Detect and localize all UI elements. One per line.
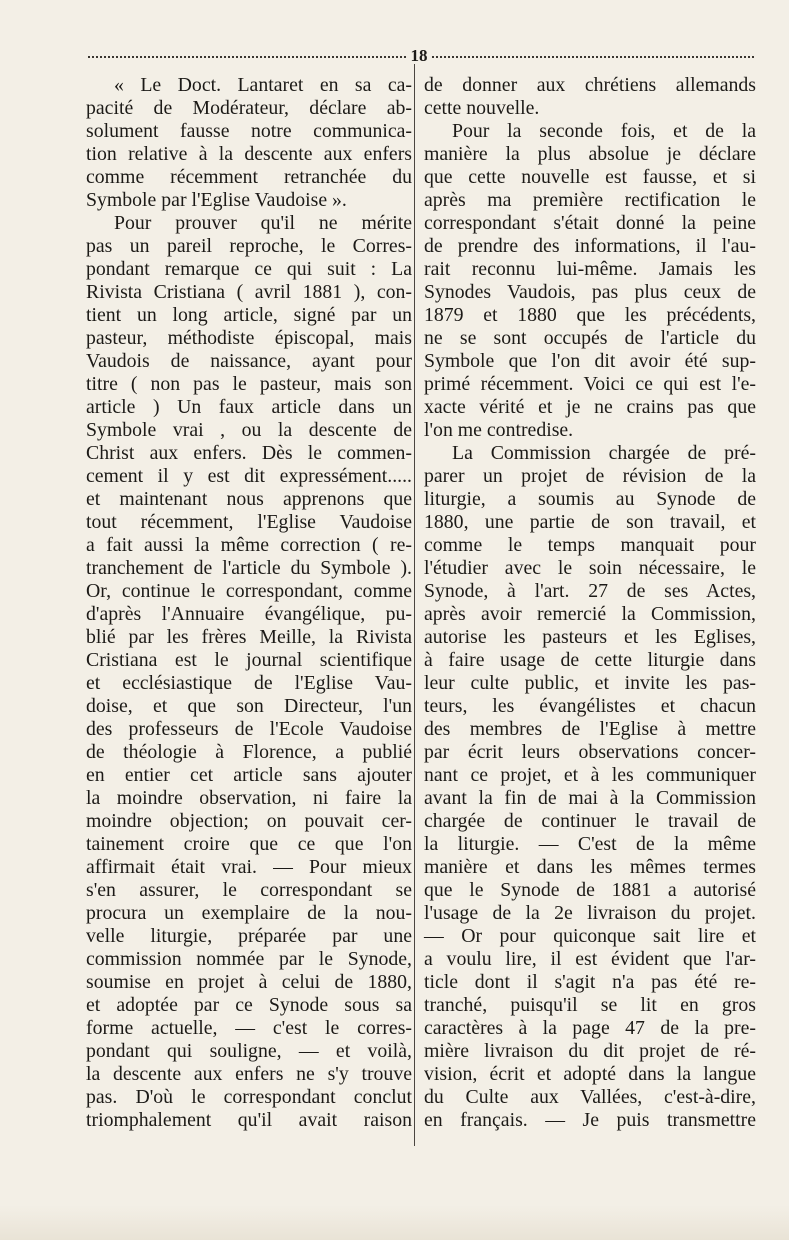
text-line: rait reconnu lui-même. Jamais les [424, 258, 756, 280]
text-line: Pour prouver qu'il ne mérite [114, 212, 412, 234]
text-line: Or, continue le correspondant, comme [86, 580, 412, 602]
text-line: blié par les frères Meille, la Rivista [86, 626, 412, 648]
text-line: autorise les pasteurs et les Eglises, [424, 626, 756, 648]
text-line: tient un long article, signé par un [86, 304, 412, 326]
right-column [424, 74, 756, 1132]
text-line: moindre objection; on pouvait cer- [86, 810, 412, 832]
text-line: et adoptée par ce Synode sous sa [86, 994, 412, 1016]
text-line: article ) Un faux article dans un [86, 396, 412, 418]
text-line: comme récemment retranchée du [86, 166, 412, 188]
text-line: la descente aux enfers ne s'y trouve [86, 1063, 412, 1085]
text-line: cette nouvelle. [424, 97, 540, 119]
text-line: forme actuelle, — c'est le corres- [86, 1017, 412, 1039]
text-line: l'on me contredise. [424, 419, 574, 441]
text-line: leur culte public, et invite les pas- [424, 672, 756, 694]
text-line: nant ce projet, et à les communiquer [424, 764, 756, 786]
text-line: pas. D'où le correspondant conclut [86, 1086, 412, 1108]
text-line: manière la plus absolue je déclare [424, 143, 756, 165]
text-line: solument fausse notre communica- [86, 120, 412, 142]
text-line: Synodes Vaudois, pas plus ceux de [424, 281, 756, 303]
text-line: que cette nouvelle est fausse, et si [424, 166, 756, 188]
text-line: l'usage de la 2e livraison du projet. [424, 902, 756, 924]
text-line: manière et dans les mêmes termes [424, 856, 756, 878]
left-column [86, 74, 412, 1132]
text-line: velle liturgie, préparée par une [86, 925, 412, 947]
text-line: Rivista Cristiana ( avril 1881 ), con- [86, 281, 412, 303]
column-divider [414, 64, 415, 1146]
text-line: Pour la seconde fois, et de la [452, 120, 756, 142]
text-line: primé récemment. Voici ce qui est l'e- [424, 373, 756, 395]
text-line: Cristiana est le journal scientifique [86, 649, 412, 671]
text-line: doise, et que son Directeur, l'un [86, 695, 412, 717]
text-line: xacte vérité et je ne crains pas que [424, 396, 756, 418]
text-line: pondant qui souligne, — et voilà, [86, 1040, 412, 1062]
text-line: tout récemment, l'Eglise Vaudoise [86, 511, 412, 533]
text-line: chargée de continuer le travail de [424, 810, 756, 832]
text-line: Symbole vrai , ou la descente de [86, 419, 412, 441]
text-line: pas un pareil reproche, le Corres- [86, 235, 412, 257]
text-line: des professeurs de l'Ecole Vaudoise [86, 718, 412, 740]
text-line: Synode, à l'art. 27 de ses Actes, [424, 580, 756, 602]
text-line: après ma première rectification le [424, 189, 756, 211]
text-line: et maintenant nous apprenons que [86, 488, 412, 510]
text-line: procura un exemplaire de la nou- [86, 902, 412, 924]
text-line: après avoir remercié la Commission, [424, 603, 756, 625]
text-line: avant la fin de mai à la Commission [424, 787, 756, 809]
text-line: pondant remarque ce qui suit : La [86, 258, 412, 280]
text-line: la moindre observation, ni faire la [86, 787, 412, 809]
text-line: ne se sont occupés de l'article du [424, 327, 756, 349]
text-line: des membres de l'Eglise à mettre [424, 718, 756, 740]
text-line: vision, écrit et adopté dans la langue [424, 1063, 756, 1085]
text-line: du Culte aux Vallées, c'est-à-dire, [424, 1086, 756, 1108]
text-line: La Commission chargée de pré- [452, 442, 756, 464]
text-line: parer un projet de révision de la [424, 465, 756, 487]
text-line: 1879 et 1880 que les précédents, [424, 304, 756, 326]
text-line: la liturgie. — C'est de la même [424, 833, 756, 855]
text-line: affirmait était vrai. — Pour mieux [86, 856, 412, 878]
text-line: pasteur, méthodiste épiscopal, mais [86, 327, 412, 349]
text-line: mière livraison du dit projet de ré- [424, 1040, 756, 1062]
text-line: titre ( non pas le pasteur, mais son [86, 373, 412, 395]
text-line: l'étudier avec le soin nécessaire, le [424, 557, 756, 579]
text-line: cement il y est dit expressément..... [86, 465, 412, 487]
text-line: soumise en projet à celui de 1880, [86, 971, 412, 993]
text-line: Symbole par l'Eglise Vaudoise ». [86, 189, 347, 211]
text-line: à faire usage de cette liturgie dans [424, 649, 756, 671]
text-line: a fait aussi la même correction ( re- [86, 534, 412, 556]
page-bottom-edge [0, 1205, 789, 1240]
text-line: en entier cet article sans ajouter [86, 764, 412, 786]
text-line: Vaudois de naissance, ayant pour [86, 350, 412, 372]
text-line: par écrit leurs observations concer- [424, 741, 756, 763]
text-line: « Le Doct. Lantaret en sa ca- [114, 74, 412, 96]
page-number: 18 [410, 46, 428, 65]
text-line: de prendre des informations, il l'au- [424, 235, 756, 257]
text-line: tainement croire que ce que l'on [86, 833, 412, 855]
text-line: en français. — Je puis transmettre [424, 1109, 756, 1131]
text-line: de donner aux chrétiens allemands [424, 74, 756, 96]
text-line: et ecclésiastique de l'Eglise Vau- [86, 672, 412, 694]
text-line: Symbole que l'on dit avoir été sup- [424, 350, 756, 372]
text-line: liturgie, a soumis au Synode de [424, 488, 756, 510]
text-line: d'après l'Annuaire évangélique, pu- [86, 603, 412, 625]
text-line: de théologie à Florence, a publié [86, 741, 412, 763]
header-rule-left [88, 56, 406, 58]
text-line: tranché, puisqu'il se lit en gros [424, 994, 756, 1016]
text-line: pacité de Modérateur, déclare ab- [86, 97, 412, 119]
text-line: tion relative à la descente aux enfers [86, 143, 412, 165]
text-line: a voulu lire, il est évident que l'ar- [424, 948, 756, 970]
text-line: Christ aux enfers. Dès le commen- [86, 442, 412, 464]
text-line: caractères à la page 47 de la pre- [424, 1017, 756, 1039]
text-line: 1880, une partie de son travail, et [424, 511, 756, 533]
text-line: ticle dont il s'agit n'a pas été re- [424, 971, 756, 993]
text-line: comme le temps manquait pour [424, 534, 756, 556]
text-line: tranchement de l'article du Symbole ). [86, 557, 412, 579]
text-line: correspondant s'était donné la peine [424, 212, 756, 234]
text-line: — Or pour quiconque sait lire et [424, 925, 756, 947]
text-line: que le Synode de 1881 a autorisé [424, 879, 756, 901]
text-line: triomphalement qu'il avait raison [86, 1109, 412, 1131]
text-line: teurs, les évangélistes et chacun [424, 695, 756, 717]
text-line: s'en assurer, le correspondant se [86, 879, 412, 901]
text-line: commission nommée par le Synode, [86, 948, 412, 970]
header-rule-right [432, 56, 754, 58]
